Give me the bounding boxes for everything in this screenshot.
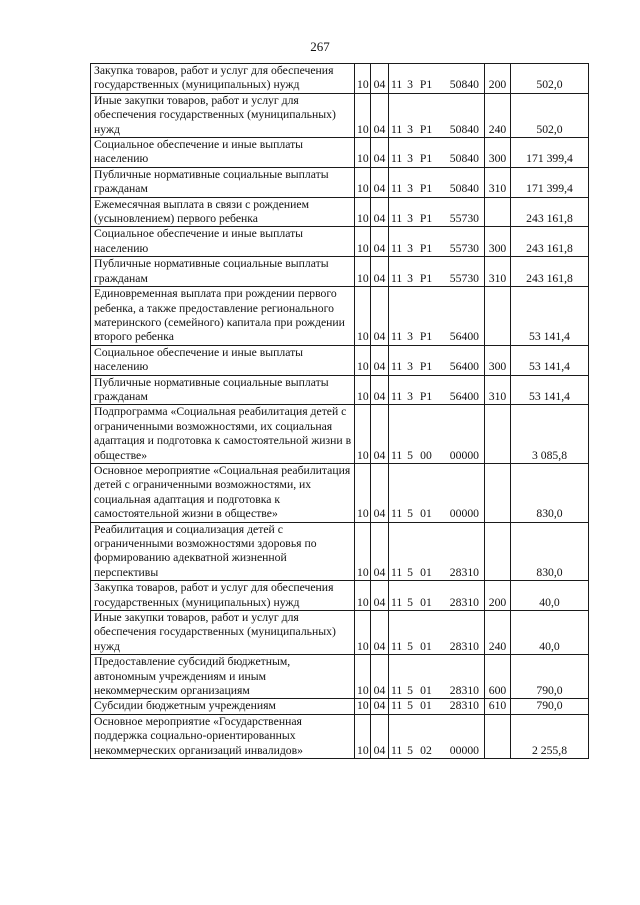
program-code-part: 11 [391,595,403,609]
program-code-part: 5 [407,743,413,757]
row-amount: 243 161,8 [511,197,589,227]
program-code-part: 56400 [449,389,479,403]
row-section: 10 [355,167,371,197]
row-section: 10 [355,463,371,522]
row-expense-type: 310 [485,257,511,287]
program-code-part: P1 [419,212,433,226]
table-row [91,522,589,581]
program-code-part: 3 [407,271,413,285]
row-expense-type: 200 [485,64,511,94]
program-code-part: 50840 [449,152,479,166]
program-code-part: 01 [420,699,432,713]
row-program-code [389,699,485,714]
row-amount: 243 161,8 [511,227,589,257]
row-expense-type: 200 [485,581,511,611]
row-expense-type: 240 [485,611,511,655]
row-program-code [389,581,485,611]
row-name: Иные закупки товаров, работ и услуг для обеспечения государственных (муниципальных) нужд [91,611,355,655]
program-code-part: 11 [391,684,403,698]
row-subsection: 04 [371,227,389,257]
program-code-part: 11 [391,330,403,344]
program-code-part: P1 [419,182,433,196]
row-amount: 243 161,8 [511,257,589,287]
row-expense-type [485,463,511,522]
row-subsection: 04 [371,257,389,287]
row-expense-type [485,522,511,581]
row-subsection: 04 [371,287,389,346]
row-expense-type: 300 [485,138,511,168]
row-name: Публичные нормативные социальные выплаты гражданам [91,167,355,197]
row-expense-type: 310 [485,375,511,405]
row-name: Социальное обеспечение и иные выплаты населению [91,227,355,257]
program-code-part: 50840 [449,78,479,92]
program-code-part: P1 [419,122,433,136]
program-code-part: 5 [407,699,413,713]
row-amount: 53 141,4 [511,287,589,346]
row-program-code [389,463,485,522]
row-expense-type [485,405,511,464]
program-code-part: 11 [391,448,403,462]
program-code-part: 11 [391,241,403,255]
row-subsection: 04 [371,375,389,405]
row-name: Основное мероприятие «Социальная реабилитация детей с ограниченными возможностями, их социальная адаптация и подготовка к самостоятельной жизни в обществе» [91,463,355,522]
program-code-part: 3 [407,330,413,344]
program-code-part: 56400 [449,330,479,344]
program-code-part: 55730 [449,241,479,255]
row-amount: 502,0 [511,64,589,94]
table-row [91,611,589,655]
row-program-code [389,611,485,655]
program-code-part: 00000 [449,507,479,521]
table-row [91,405,589,464]
row-name: Предоставление субсидий бюджетным, автономным учреждениям и иным некоммерческим организациям [91,655,355,699]
program-code-part: 11 [391,78,403,92]
row-program-code [389,655,485,699]
program-code-part: 28310 [449,565,479,579]
row-expense-type: 240 [485,93,511,137]
row-program-code [389,257,485,287]
program-code-part: 11 [391,182,403,196]
row-name: Иные закупки товаров, работ и услуг для обеспечения государственных (муниципальных) нужд [91,93,355,137]
program-code-part: P1 [419,360,433,374]
row-name: Реабилитация и социализация детей с ограниченными возможностями здоровья по формированию адекватной жизненной перспективы [91,522,355,581]
row-expense-type [485,197,511,227]
row-name: Социальное обеспечение и иные выплаты населению [91,138,355,168]
row-section: 10 [355,345,371,375]
table-row [91,197,589,227]
program-code-part: 5 [407,448,413,462]
program-code-part: 56400 [449,360,479,374]
row-expense-type: 600 [485,655,511,699]
row-name: Единовременная выплата при рождении первого ребенка, а также предоставление регионального материнского (семейного) капитала при рождении второго ребенка [91,287,355,346]
program-code-part: 01 [420,639,432,653]
row-amount: 790,0 [511,655,589,699]
row-section: 10 [355,522,371,581]
row-program-code [389,345,485,375]
program-code-part: 02 [420,743,432,757]
program-code-part: 50840 [449,122,479,136]
program-code-part: 11 [391,389,403,403]
row-name: Подпрограмма «Социальная реабилитация детей с ограниченными возможностями, их социальная адаптация и подготовка к самостоятельной жизни в обществе» [91,405,355,464]
row-section: 10 [355,287,371,346]
table-row [91,581,589,611]
program-code-part: 00000 [449,448,479,462]
row-section: 10 [355,257,371,287]
program-code-part: 3 [407,182,413,196]
program-code-part: 00 [420,448,432,462]
program-code-part: 3 [407,78,413,92]
row-subsection: 04 [371,655,389,699]
row-amount: 53 141,4 [511,375,589,405]
program-code-part: 3 [407,212,413,226]
row-subsection: 04 [371,405,389,464]
row-section: 10 [355,93,371,137]
table-row [91,375,589,405]
row-subsection: 04 [371,714,389,758]
row-section: 10 [355,655,371,699]
row-subsection: 04 [371,581,389,611]
program-code-part: 3 [407,122,413,136]
program-code-part: 28310 [449,595,479,609]
program-code-part: P1 [419,241,433,255]
row-subsection: 04 [371,345,389,375]
program-code-part: 11 [391,565,403,579]
row-name: Социальное обеспечение и иные выплаты населению [91,345,355,375]
row-section: 10 [355,714,371,758]
row-subsection: 04 [371,93,389,137]
row-expense-type: 310 [485,167,511,197]
table-row [91,463,589,522]
program-code-part: 3 [407,389,413,403]
row-subsection: 04 [371,463,389,522]
row-program-code [389,64,485,94]
program-code-part: P1 [419,330,433,344]
program-code-part: 28310 [449,639,479,653]
row-amount: 171 399,4 [511,138,589,168]
row-program-code [389,522,485,581]
row-amount: 830,0 [511,463,589,522]
row-expense-type: 300 [485,227,511,257]
row-section: 10 [355,197,371,227]
program-code-part: 5 [407,565,413,579]
table-row [91,227,589,257]
row-section: 10 [355,699,371,714]
program-code-part: 5 [407,684,413,698]
row-program-code [389,287,485,346]
table-row [91,345,589,375]
row-amount: 502,0 [511,93,589,137]
row-section: 10 [355,611,371,655]
row-program-code [389,714,485,758]
table-row [91,714,589,758]
program-code-part: 01 [420,507,432,521]
program-code-part: 00000 [449,743,479,757]
table-row [91,138,589,168]
row-name: Основное мероприятие «Государственная поддержка социально-ориентированных некоммерческих организаций инвалидов» [91,714,355,758]
row-section: 10 [355,405,371,464]
row-program-code [389,375,485,405]
row-name: Закупка товаров, работ и услуг для обеспечения государственных (муниципальных) нужд [91,581,355,611]
program-code-part: 5 [407,639,413,653]
row-expense-type: 300 [485,345,511,375]
program-code-part: 5 [407,507,413,521]
row-subsection: 04 [371,138,389,168]
program-code-part: 55730 [449,271,479,285]
program-code-part: 50840 [449,182,479,196]
program-code-part: P1 [419,78,433,92]
row-amount: 3 085,8 [511,405,589,464]
program-code-part: 11 [391,639,403,653]
row-name: Публичные нормативные социальные выплаты гражданам [91,257,355,287]
table-row [91,167,589,197]
program-code-part: 11 [391,122,403,136]
table-row [91,93,589,137]
row-expense-type: 610 [485,699,511,714]
row-subsection: 04 [371,522,389,581]
row-program-code [389,93,485,137]
row-expense-type [485,714,511,758]
row-program-code [389,138,485,168]
program-code-part: 11 [391,271,403,285]
row-program-code [389,167,485,197]
page-number: 267 [310,39,330,54]
row-subsection: 04 [371,699,389,714]
program-code-part: 11 [391,699,403,713]
budget-table-body [91,64,589,759]
table-row [91,655,589,699]
program-code-part: P1 [419,152,433,166]
row-program-code [389,405,485,464]
table-row [91,64,589,94]
program-code-part: 11 [391,152,403,166]
row-amount: 830,0 [511,522,589,581]
program-code-part: 3 [407,241,413,255]
table-row [91,699,589,714]
row-amount: 171 399,4 [511,167,589,197]
budget-table [90,63,589,759]
program-code-part: 3 [407,152,413,166]
row-subsection: 04 [371,611,389,655]
row-section: 10 [355,227,371,257]
program-code-part: 28310 [449,684,479,698]
row-subsection: 04 [371,167,389,197]
row-section: 10 [355,581,371,611]
program-code-part: P1 [419,271,433,285]
row-amount: 790,0 [511,699,589,714]
program-code-part: 01 [420,684,432,698]
table-row [91,287,589,346]
program-code-part: 11 [391,360,403,374]
program-code-part: 01 [420,565,432,579]
program-code-part: 11 [391,743,403,757]
program-code-part: 01 [420,595,432,609]
program-code-part: 11 [391,212,403,226]
program-code-part: 5 [407,595,413,609]
table-row [91,257,589,287]
program-code-part: 55730 [449,212,479,226]
program-code-part: 3 [407,360,413,374]
row-amount: 40,0 [511,611,589,655]
row-name: Субсидии бюджетным учреждениям [91,699,355,714]
row-expense-type [485,287,511,346]
row-name: Публичные нормативные социальные выплаты гражданам [91,375,355,405]
program-code-part: 28310 [449,699,479,713]
row-name: Ежемесячная выплата в связи с рождением (усыновлением) первого ребенка [91,197,355,227]
row-program-code [389,227,485,257]
program-code-part: 11 [391,507,403,521]
row-section: 10 [355,138,371,168]
row-subsection: 04 [371,197,389,227]
row-name: Закупка товаров, работ и услуг для обеспечения государственных (муниципальных) нужд [91,64,355,94]
row-amount: 2 255,8 [511,714,589,758]
row-amount: 40,0 [511,581,589,611]
program-code-part: P1 [419,389,433,403]
row-program-code [389,197,485,227]
row-section: 10 [355,375,371,405]
row-amount: 53 141,4 [511,345,589,375]
row-section: 10 [355,64,371,94]
row-subsection: 04 [371,64,389,94]
